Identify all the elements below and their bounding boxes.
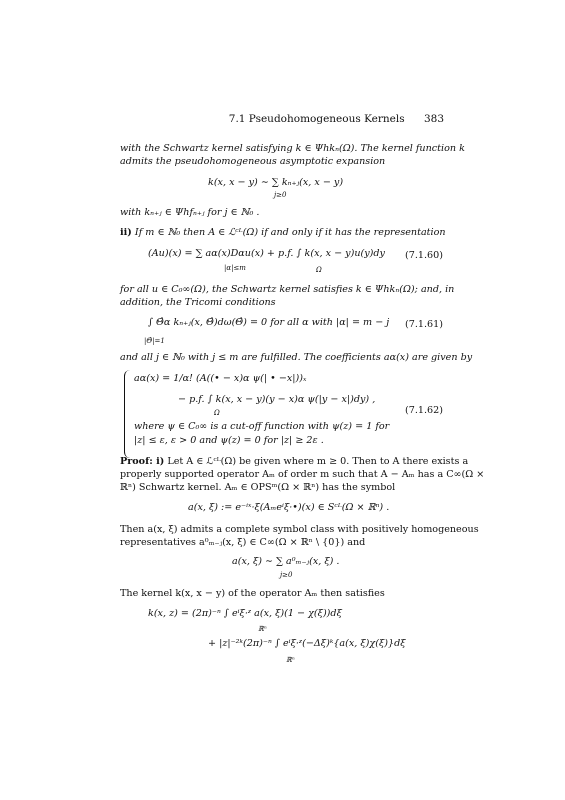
system-line: where ψ ∈ C₀∞ is a cut-off function with ψ(z) = 1 for xyxy=(134,421,390,432)
text-line: addition, the Tricomi conditions xyxy=(120,297,276,308)
equation-tricomi: ∫ Θ̂α kₙ₊ⱼ(x, Θ̂)dω(Θ̂) = 0 for all α with |α| = m − j xyxy=(148,317,390,328)
left-brace xyxy=(124,370,131,458)
text-line: representatives a⁰ₘ₋ⱼ(x, ξ) ∈ C∞(Ω × ℝⁿ \ {0}) and xyxy=(120,537,366,548)
equation-number: (7.1.62) xyxy=(404,405,443,416)
proof-label: Proof: i) xyxy=(120,456,165,467)
text-line: Then a(x, ξ) admits a complete symbol class with positively homogeneous xyxy=(120,524,479,535)
equation-subscript: Ω xyxy=(316,266,322,274)
equation-expansion: k(x, x − y) ∼ ∑ kₙ₊ⱼ(x, x − y) xyxy=(208,177,344,188)
equation-number: (7.1.61) xyxy=(404,319,443,330)
equation-subscript: ℝⁿ xyxy=(258,625,267,633)
proof-line xyxy=(120,456,469,468)
text-line: admits the pseudohomogeneous asymptotic expansion xyxy=(120,156,386,167)
equation-subscript: Ω xyxy=(214,409,220,417)
equation-subscript: j≥0 xyxy=(274,191,287,199)
equation-kernel: k(x, z) = (2π)⁻ⁿ ∫ eⁱξ·ᶻ a(x, ξ)(1 − χ(ξ))dξ xyxy=(148,608,342,619)
equation-subscript: |α|≤m xyxy=(224,264,246,272)
proof-text: Let A ∈ ℒᶜᴸ(Ω) be given where m ≥ 0. Then to A there exists a xyxy=(167,456,469,467)
equation-subscript: |Θ̂|=1 xyxy=(144,337,165,345)
text-line: with kₙ₊ⱼ ∈ Ψhfₙ₊ⱼ for j ∈ ℕ₀ . xyxy=(120,207,260,218)
system-line: − p.f. ∫ k(x, x − y)(y − x)α ψ(|y − x|)dy) , xyxy=(178,394,376,405)
equation-symbol: a(x, ξ) := e⁻ⁱˣ·ξ(Aₘeⁱξ·•)(x) ∈ Sᶜᴸ(Ω × ℝⁿ) . xyxy=(188,502,390,513)
text-line: with the Schwartz kernel satisfying k ∈ Ψhkₙ(Ω). The kernel function k xyxy=(120,143,465,154)
equation-subscript: ℝⁿ xyxy=(286,656,295,664)
system-line: aα(x) = 1/α! (A((• − x)α ψ(| • −x|))ₓ xyxy=(134,373,307,384)
text-line-ii xyxy=(120,227,446,239)
text-line: for all u ∈ C₀∞(Ω), the Schwartz kernel satisfies k ∈ Ψhkₙ(Ω); and, in xyxy=(120,284,455,295)
equation-subscript: j≥0 xyxy=(280,571,293,579)
equation-asymptotic: a(x, ξ) ∼ ∑ a⁰ₘ₋ⱼ(x, ξ) . xyxy=(232,556,340,567)
running-header xyxy=(229,113,444,125)
equation-number: (7.1.60) xyxy=(404,250,443,261)
text-line: and all j ∈ ℕ₀ with j ≤ m are fulfilled. The coefficients aα(x) are given by xyxy=(120,352,473,363)
text-line: The kernel k(x, x − y) of the operator Aₘ then satisfies xyxy=(120,588,385,599)
text-line: ℝⁿ) Schwartz kernel. Aₘ ∈ OPSᵐ(Ω × ℝⁿ) has the symbol xyxy=(120,482,396,493)
item-text: If m ∈ ℕ₀ then A ∈ ℒᶜᴸ(Ω) if and only if it has the representation xyxy=(134,227,446,238)
section-title: 7.1 Pseudohomogeneous Kernels xyxy=(228,113,405,125)
page-number: 383 xyxy=(423,113,444,125)
text-line: properly supported operator Aₘ of order m such that A − Aₘ has a C∞(Ω × xyxy=(120,469,485,480)
equation-kernel-2: + |z|⁻²ᵏ(2π)⁻ⁿ ∫ eⁱξ·ᶻ(−Δξ)ᵏ{a(x, ξ)χ(ξ)}dξ xyxy=(208,638,406,649)
system-line: |z| ≤ ε, ε > 0 and ψ(z) = 0 for |z| ≥ 2ε . xyxy=(134,435,324,446)
item-label: ii) xyxy=(120,227,132,238)
equation-representation: (Au)(x) = ∑ aα(x)Dαu(x) + p.f. ∫ k(x, x − y)u(y)dy xyxy=(148,248,385,259)
